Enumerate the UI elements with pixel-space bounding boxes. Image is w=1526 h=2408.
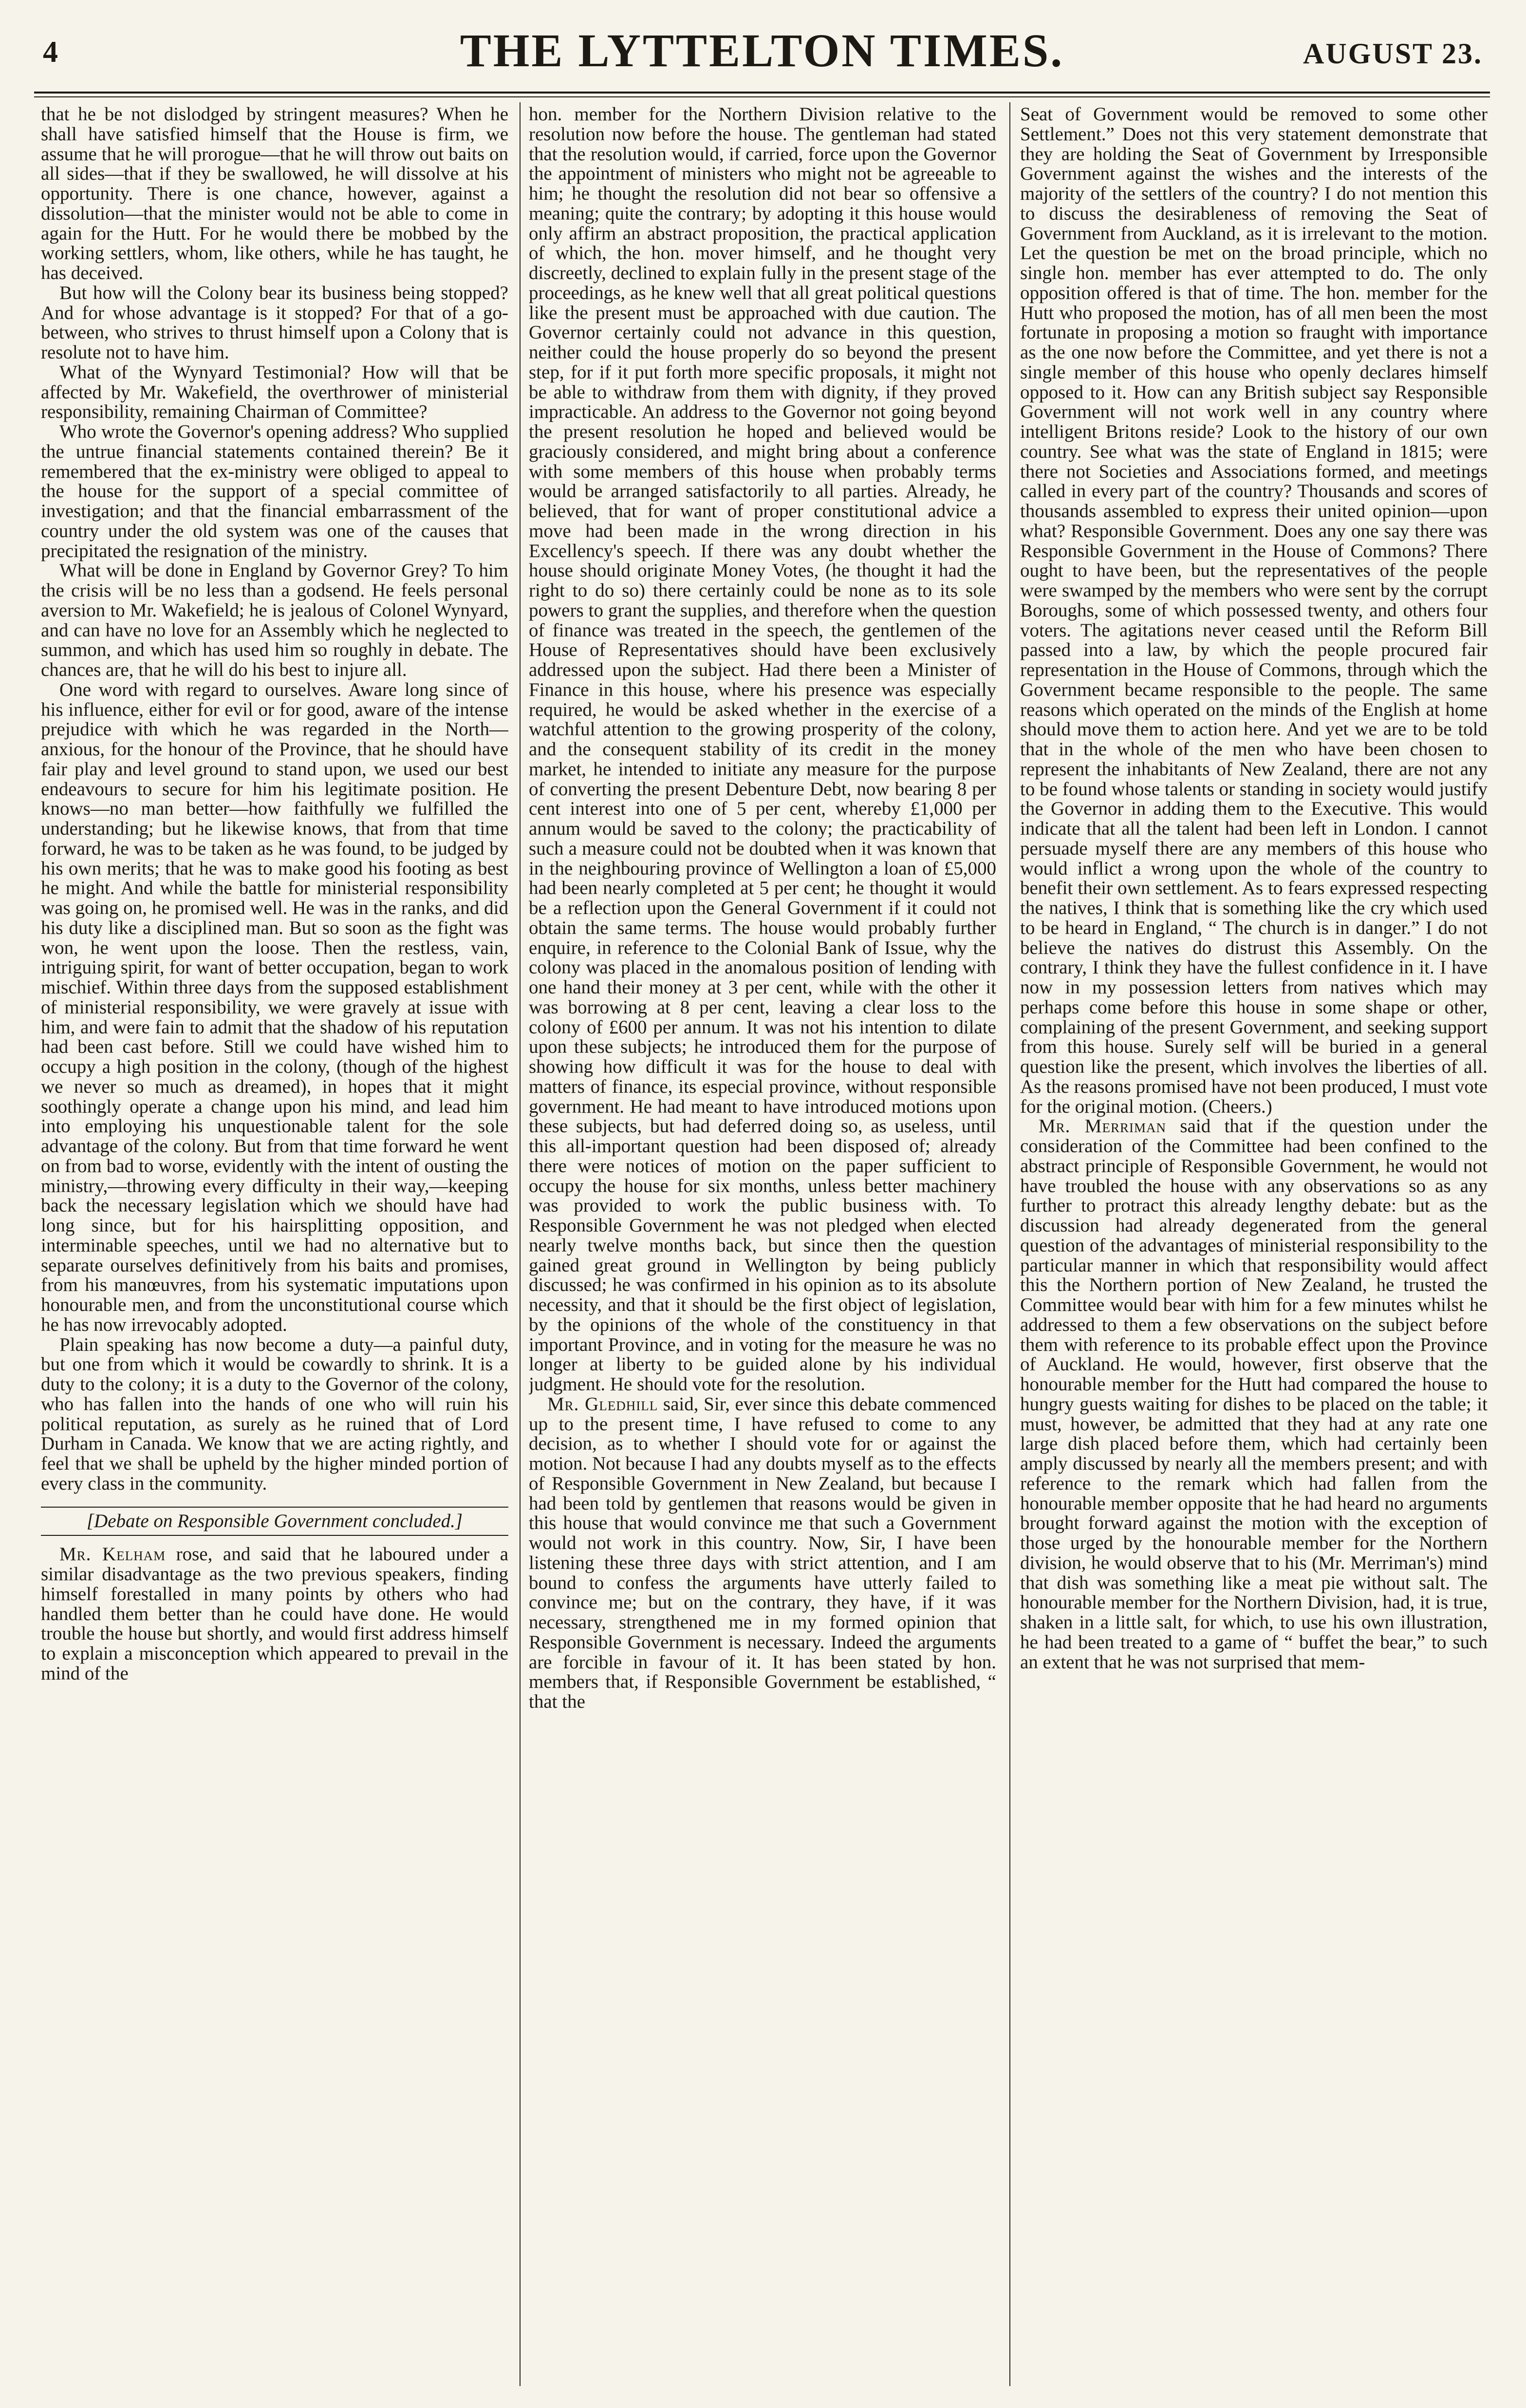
- paragraph: Seat of Government would be removed to some other Settlement.” Does not this very statement demonstrate that they are holding the Seat of Government by Irresponsible Government against the wishes and the interests of the majority of the settlers of the country? I do not mention this to discuss the desirableness of removing the Seat of Government from Auckland, as it is irrelevant to the motion. Let the question be met on the broad principle, which no single hon. member has ever attempted to do. The only opposition offered is that of time. The hon. member for the Hutt who proposed the motion, has of all men been the most fortunate in proposing a motion so fraught with importance as the one now before the Committee, and yet there is not a single member of this house who openly declares himself opposed to it. How can any British subject say Responsible Government will not work well in any country where intelligent Britons reside? Look to the history of our own country. See what was the state of England in 1815; were there not Societies and Associations formed, and meetings called in every part of the country? Thousands and scores of thousands assembled to express their united opinion—upon what? Responsible Government. Does any one say there was Responsible Government in the House of Commons? There ought to have been, but the representatives of the people were swamped by the members who were sent by the corrupt Boroughs, some of which possessed twenty, and others four voters. The agitations never ceased until the Reform Bill passed into a law, by which the people procured fair representation in the House of Commons, through which the Government became responsible to the people. The same reasons which operated on the minds of the English at home should move them to action here. And yet we are to be told that in the whole of the men who have been chosen to represent the inhabitants of New Zealand, there are not any to be found whose talents or standing in society would justify the Governor in adding them to the Executive. This would indicate that all the talent had been left in London. I cannot persuade myself there are any members of this house who would inflict a wrong upon the whole of the country to benefit their own settlement. As to fears expressed respecting the natives, I think that is something like the cry which used to be heard in England, “ The church is in danger.” I do not believe the natives do distrust this Assembly. On the contrary, I think they have the fullest confidence in it. I have now in my possession letters from natives which may perhaps come before this house in some shape or other, complaining of the present Government, and seeking support from this house. Surely self will be buried in a general question like the present, which involves the liberties of all. As the reasons promised have not been produced, I must vote for the original motion. (Cheers.): [1020, 105, 1488, 1117]
- issue-date: AUGUST 23.: [1303, 37, 1483, 70]
- paragraph: What will be done in England by Governor Grey? To him the crisis will be no less than a godsend. He feels personal aversion to Mr. Wakefield; he is jealous of Colonel Wynyard, and can have no love for an Assembly which he neglected to summon, and which has used him so roughly in debate. The chances are, that he will do his best to injure all.: [41, 560, 508, 680]
- column-2: [529, 105, 996, 2384]
- column-divider: [1009, 102, 1010, 2386]
- paragraph: One word with regard to ourselves. Aware long since of his influence, either for evil or for good, aware of the intense prejudice with which he was regarded in the North—anxious, for the honour of the Province, that he should have fair play and level ground to stand upon, we used our best endeavours to secure for him his legitimate position. He knows—no man better—how faithfully we fulfilled the understanding; but he likewise knows, that from that time forward, he was to be taken as he was found, to be judged by his own merits; that he was to make good his footing as best he might. And while the battle for ministerial responsibility was going on, he promised well. He was in the ranks, and did his duty like a disciplined man. But so soon as the fight was won, he went upon the loose. Then the restless, vain, intriguing spirit, for want of better occupation, began to work mischief. Within three days from the supposed establishment of ministerial responsibility, we were gravely at issue with him, and were fain to admit that the shadow of his reputation had been cast before. Still we could have wished him to occupy a high position in the colony, (though of the highest we never so much as dreamed), in hopes that it might soothingly operate a change upon his mind, and lead him into employing his unquestionable talent for the sole advantage of the colony. But from that time forward he went on from bad to worse, evidently with the intent of ousting the ministry,—throwing every difficulty in their way,—keeping back the necessary legislation which we should have had long since, but for his hairsplitting opposition, and interminable speeches, until we had no alternative but to separate ourselves definitively from his baits and promises, from his manœuvres, from his systematic imputations upon honourable men, and from the unconstitutional course which he has now irrevocably adopted.: [41, 679, 508, 1335]
- masthead-rule: [34, 92, 1490, 97]
- paragraph: [1020, 1117, 1488, 1672]
- paragraph: Plain speaking has now become a duty—a painful duty, but one from which it would be cowardly to shrink. It is a duty to the colony; it is a duty to the Governor of the colony, who has fallen into the hands of one who will ruin his political reputation, as surely as he ruined that of Lord Durham in Canada. We know that we are acting rightly, and feel that we shall be upheld by the higher minded portion of every class in the community.: [41, 1334, 508, 1494]
- section-heading: [Debate on Responsible Government concluded.]: [41, 1507, 508, 1536]
- column-1: [41, 105, 508, 2384]
- paragraph: Who wrote the Governor's opening address? Who supplied the untrue financial statements contained therein? Be it remembered that the ex-ministry were obliged to appeal to the house for the support of a special committee of investigation; and that the financial embarrassment of the country under the old system was one of the causes that precipitated the resignation of the ministry.: [41, 421, 508, 561]
- column-divider: [520, 102, 521, 2386]
- paragraph: hon. member for the Northern Division relative to the resolution now before the house. The gentleman had stated that the resolution would, if carried, force upon the Governor the appointment of ministers who might not be agreeable to him; he thought the resolution did not bear so offensive a meaning; quite the contrary; by adopting it this house would only affirm an abstract proposition, the practical application of which, the hon. mover himself, and he thought very discreetly, declined to explain fully in the present stage of the proceedings, as he knew well that all great political questions like the present must be approached with due caution. The Governor certainly could not advance in this question, neither could the house properly do so beyond the present step, for if it put forth more specific proposals, it might not be able to withdraw from them with dignity, if they proved impracticable. An address to the Governor not going beyond the present resolution he hoped and believed would be graciously considered, and might bring about a conference with some members of this house when probably terms would be arranged satisfactorily to all parties. Already, he believed, that for want of proper constitutional advice a move had been made in the wrong direction in his Excellency's speech. If there was any doubt whether the house should originate Money Votes, (he thought it had the right to do so) there certainly could be none as to its sole powers to grant the supplies, and therefore when the question of finance was treated in the speech, the gentlemen of the House of Representatives should have been exclusively addressed upon the subject. Had there been a Minister of Finance in this house, where his presence was especially required, he would be asked whether in the exercise of a watchful attention to the growing prosperity of the colony, and the consequent stability of its credit in the money market, he intended to initiate any measure for the purpose of converting the present Debenture Debt, now bearing 8 per cent interest into one of 5 per cent, whereby £1,000 per annum would be saved to the colony; the practicability of such a measure could not be doubted when it was known that in the neighbouring province of Wellington a loan of £5,000 had been nearly completed at 5 per cent; he thought it would be a reflection upon the General Government if it could not obtain the same terms. The house would probably further enquire, in reference to the Colonial Bank of Issue, why the colony was placed in the anomalous position of lending with one hand their money at 3 per cent, while with the other it was borrowing at 8 per cent, leaving a clear loss to the colony of £600 per annum. It was not his intention to dilate upon these subjects; he introduced them for the purpose of showing how difficult it was for the house to deal with matters of finance, its especial province, without responsible government. He had meant to have introduced motions upon these subjects, but had deferred doing so, as useless, until this all-important question had been disposed of; already there were notices of motion on the paper sufficient to occupy the house for six months, unless better machinery was provided to work the public business with. To Responsible Government he was not pledged when elected nearly twelve months back, but since then the question gained great ground in Wellington by being publicly discussed; he was confirmed in his opinion as to its absolute necessity, and that it should be the first object of legislation, by the opinions of the whole of the constituency in that important Province, and in voting for the measure he was no longer at liberty to be guided alone by his individual judgment. He should vote for the resolution.: [529, 105, 996, 1395]
- page-number: 4: [43, 36, 58, 69]
- paragraph: [41, 1545, 508, 1683]
- speaker-name: Mr. Merriman: [1039, 1116, 1166, 1137]
- speech-text: said, Sir, ever since this debate commenced up to the present time, I have refused to come to any decision, as to whether I should vote for or against the motion. Not because I had any doubts myself as to the effects of Responsible Government in New Zealand, but because I had been told by gentlemen that reasons would be given in this house that would convince me that such a Government would not work in this country. Now, Sir, I have been listening these three days with strict attention, and I am bound to confess the arguments have utterly failed to convince me; but on the contrary, they have, if it was necessary, strengthened me in my formed opinion that Responsible Government is necessary. Indeed the arguments are forcible in favour of it. It has been stated by hon. members that, if Responsible Government be established, “ that the: [529, 1393, 996, 1712]
- speaker-name: Mr. Gledhill: [547, 1393, 658, 1415]
- newspaper-title: THE LYTTELTON TIMES.: [460, 24, 1064, 76]
- paragraph: But how will the Colony bear its business being stopped? And for whose advantage is it stopped? For that of a go-between, who strives to thrust himself upon a Colony that is resolute not to have him.: [41, 282, 508, 363]
- paragraph: What of the Wynyard Testimonial? How will that be affected by Mr. Wakefield, the overthrower of ministerial responsibility, remaining Chairman of Committee?: [41, 361, 508, 423]
- speaker-name: Mr. Kelham: [59, 1544, 166, 1565]
- masthead: [34, 10, 1490, 83]
- column-3: [1020, 105, 1488, 2384]
- paragraph: that he be not dislodged by stringent measures? When he shall have satisfied himself that the House is firm, we assume that he will prorogue—that he will throw out baits on all sides—that if they be swallowed, he will dissolve at his opportunity. There is one chance, however, against a dissolution—that the minister would not be able to come in again for the Hutt. For he would there be mobbed by the working settlers, whom, like others, while he has taught, he has deceived.: [41, 105, 508, 283]
- speech-text: said that if the question under the consideration of the Committee had been confined to the abstract principle of Responsible Government, he would not have troubled the house with any observations so as any further to protract this already lengthy debate: but as the discussion had already degenerated from the general question of the advantages of ministerial responsibility to the particular manner in which that responsibility would affect this the Northern portion of New Zealand, he trusted the Committee would bear with him for a few minutes whilst he addressed to them a few observations on the subject before them with reference to its probable effect upon the Province of Auckland. He would, however, first observe that the honourable member for the Hutt had compared the house to hungry guests waiting for dishes to be placed on the table; it must, however, be admitted that they had at any rate one large dish placed before them, which had certainly been amply discussed by nearly all the members present; and with reference to the remark which had fallen from the honourable member opposite that he had heard no arguments brought forward against the motion with the exception of those urged by the honourable member for the Northern division, he would observe that to his (Mr. Merriman's) mind that dish was something like a meat pie without salt. The honourable member for the Northern Division, had, it is true, shaken in a little salt, for which, to use his own illustration, he had been treated to a game of “ buffet the bear,” to such an extent that he was not surprised that mem-: [1020, 1116, 1488, 1673]
- paragraph: [529, 1395, 996, 1712]
- speech-text: rose, and said that he laboured under a similar disadvantage as the two previous speakers, finding himself forestalled in many points by others who had handled them better than he could have done. He would trouble the house but shortly, and would first address himself to explain a misconception which appeared to prevail in the mind of the: [41, 1544, 508, 1684]
